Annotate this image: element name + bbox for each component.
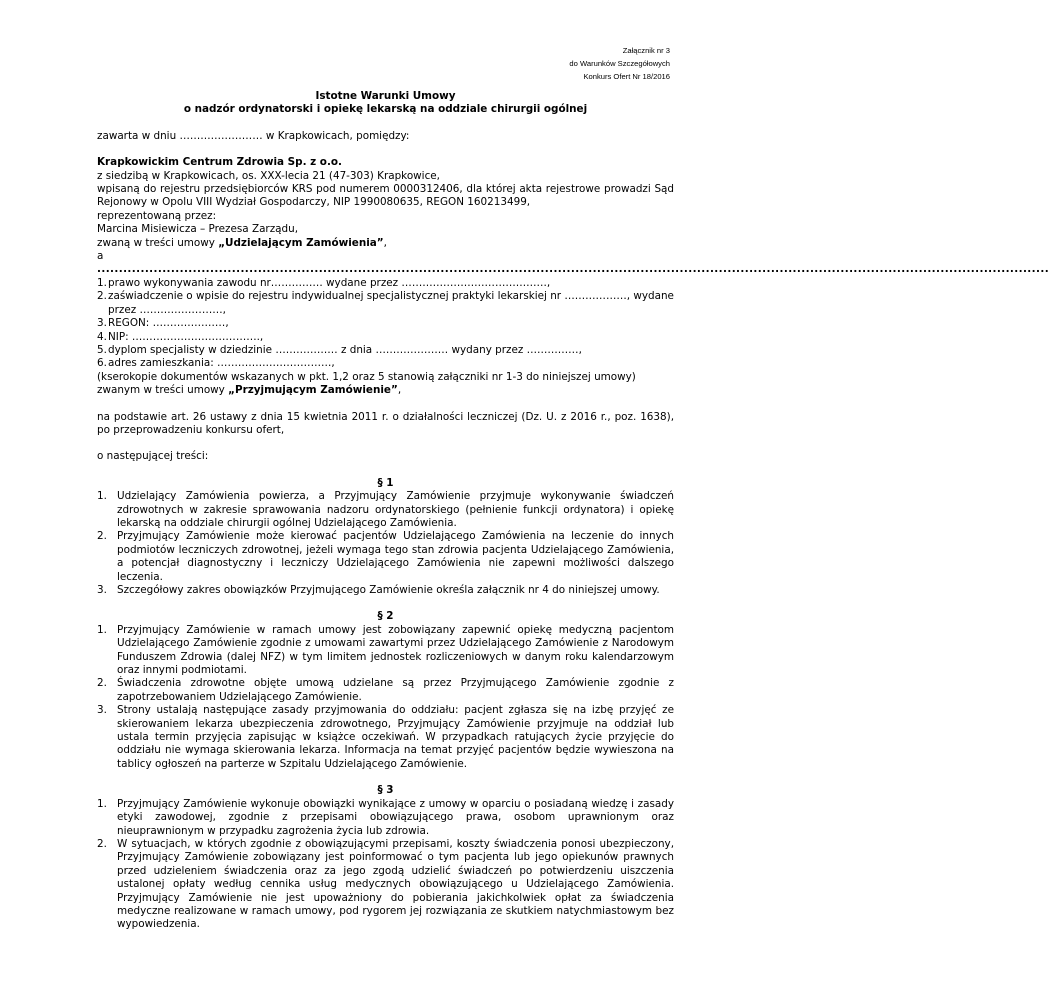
- party2-called-prefix: zwanym w treści umowy: [97, 384, 229, 397]
- list-item: 1. Przyjmujący Zamówienie w ramach umowy jest zobowiązany zapewnić opiekę medyczną pacjentom Udzielającego Zamówienie zgodnie z umowami zawartymi przez Udzielającego Zamówienie z Narodowym Funduszem Zdrowia (dalej NFZ) w tym limitem jednostek rozliczeniowych w danym roku kalendarzowym oraz innymi podmiotami.: [97, 623, 674, 677]
- party1-called-prefix: zwaną w treści umowy: [97, 236, 219, 249]
- list-item: 5. dyplom specjalisty w dziedzinie ……………… z dnia ………………… wydany przez ……………,: [97, 343, 582, 356]
- document-subtitle: o nadzór ordynatorski i opiekę lekarską na oddziale chirurgii ogólnej: [183, 103, 588, 116]
- list-item: 6. adres zamieszkania: ……………………………,: [97, 357, 335, 370]
- list-item: 2. zaświadczenie o wpisie do rejestru indywidualnej specjalistycznej praktyki lekarskiej nr ………………, wydane przez ……………………,: [97, 290, 674, 316]
- party1-register: wpisaną do rejestru przedsiębiorców KRS pod numerem 0000312406, dla której akta rejestrowe prowadzi Sąd Rejonowy w Opolu VIII Wydział Gospodarczy, NIP 1990080635, REGON 160213499,: [97, 183, 674, 209]
- list-item: 3. REGON: …………………,: [97, 317, 229, 330]
- conjunction-and: a: [97, 250, 104, 263]
- section-1-list: [97, 490, 674, 597]
- party1-rep-label: reprezentowaną przez:: [97, 209, 217, 222]
- party1-rep-name: Marcina Misiewicza – Prezesa Zarządu,: [97, 223, 299, 236]
- party2-called-suffix: ,: [397, 384, 402, 397]
- list-item: 1. prawo wykonywania zawodu nr…………… wydane przez ……………………………………,: [97, 276, 551, 289]
- attachment-line-2: do Warunków Szczegółowych: [569, 59, 670, 68]
- attachment-line-3: Konkurs Ofert Nr 18/2016: [583, 72, 670, 81]
- legal-basis: na podstawie art. 26 ustawy z dnia 15 kwietnia 2011 r. o działalności leczniczej (Dz. U. z 2016 r., poz. 1638), po przeprowadzeniu konkursu ofert,: [97, 410, 674, 436]
- section-3-list: [97, 798, 674, 932]
- intro-line: zawarta w dniu …………………… w Krapkowicach, pomiędzy:: [97, 129, 410, 142]
- party1-called: [97, 237, 674, 250]
- attachment-line-1: Załącznik nr 3: [622, 46, 670, 55]
- section-heading: § 3: [377, 784, 394, 797]
- section-heading: § 2: [377, 610, 394, 623]
- document-title: Istotne Warunki Umowy: [315, 90, 456, 102]
- party1-address: z siedzibą w Krapkowicach, os. XXX-lecia 21 (47-303) Krapkowice,: [97, 169, 440, 182]
- attachment-header: [569, 44, 670, 83]
- list-item: 2. Świadczenia zdrowotne objęte umową udzielane są przez Przyjmującego Zamówienie zgodnie z zapotrzebowaniem Udzielającego Zamówienie.: [97, 677, 674, 703]
- party1-name: Krapkowickim Centrum Zdrowia Sp. z o.o.: [97, 156, 342, 169]
- list-item: 2. W sytuacjach, w których zgodnie z obowiązującymi przepisami, koszty świadczenia ponosi ubezpieczony, Przyjmujący Zamówienie zobowiązany jest poinformować o tym pacjenta lub jego opiekunów prawnych przed udzieleniem świadczenia oraz za jego zgodą udzielić świadczeń po potwierdzeniu uiszczenia ustalonej opłaty według cennika usług medycznych obowiązującego u Udzielającego Zamówienia. Przyjmujący Zamówienie nie jest upoważniony do pobierania jakichkolwiek opłat za świadczenia medyczne realizowane w ramach umowy, pod rygorem jej rozwiązania ze skutkiem natychmiastowym bez wypowiedzenia.: [97, 837, 674, 931]
- document-body: [97, 90, 1049, 932]
- party1-called-name: „Udzielającym Zamówienia”: [218, 236, 384, 249]
- list-item: 3. Szczegółowy zakres obowiązków Przyjmującego Zamówienie określa załącznik nr 4 do niniejszej umowy.: [97, 584, 660, 596]
- list-item: 4. NIP: ……………………………….,: [97, 330, 264, 343]
- party2-called-name: „Przyjmującym Zamówienie”: [228, 384, 398, 397]
- party2-note: (kserokopie dokumentów wskazanych w pkt. 1,2 oraz 5 stanowią załączniki nr 1-3 do niniejszej umowy): [97, 370, 636, 383]
- list-item: 1. Przyjmujący Zamówienie wykonuje obowiązki wynikające z umowy w oparciu o posiadaną wiedzę i zasady etyki zawodowej, zgodnie z przepisami obowiązującego prawa, osobom uprawnionym oraz nieuprawnionym w przypadku zagrożenia życia lub zdrowia.: [97, 797, 674, 837]
- list-item: 3. Strony ustalają następujące zasady przyjmowania do oddziału: pacjent zgłasza się na izbę przyjęć ze skierowaniem lekarza ubezpieczenia zdrowotnego, Przyjmujący Zamówienie przyjmuje na oddział lub ustala termin przyjęcia zapisując w książce oczekiwań. W przypadkach ratujących życie przyjęcie do oddziału nie wymaga skierowania lekarza. Informacja na temat przyjęć pacjentów będzie wywieszona na tablicy ogłoszeń na parterze w Szpitalu Udzielającego Zamówienie.: [97, 704, 674, 770]
- section-heading: § 1: [377, 476, 394, 489]
- list-item: 1. Udzielający Zamówienia powierza, a Przyjmujący Zamówienie przyjmuje wykonywanie świadczeń zdrowotnych w zakresie sprawowania nadzoru ordynatorskiego (pełnienie funkcji ordynatora) i opiekę lekarską na oddziale chirurgii ogólnej Udzielającego Zamówienia.: [97, 490, 674, 529]
- party1-called-suffix: ,: [383, 236, 387, 249]
- content-intro: o następującej treści:: [97, 450, 209, 463]
- party2-called: [97, 384, 674, 397]
- section-2-list: [97, 624, 674, 771]
- party2-details-list: [97, 277, 674, 371]
- party2-name-blank: ...........................................................................................................................................................................................................................: [97, 263, 1049, 276]
- list-item: 2. Przyjmujący Zamówienie może kierować pacjentów Udzielającego Zamówienia na leczenie do innych podmiotów leczniczych zdrowotnej, jeżeli wymaga tego stan zdrowia pacjenta Udzielającego Zamówienia, a potencjał diagnostyczny i leczniczy Udzielającego Zamówienia nie zapewni możliwości dalszego leczenia.: [97, 530, 674, 583]
